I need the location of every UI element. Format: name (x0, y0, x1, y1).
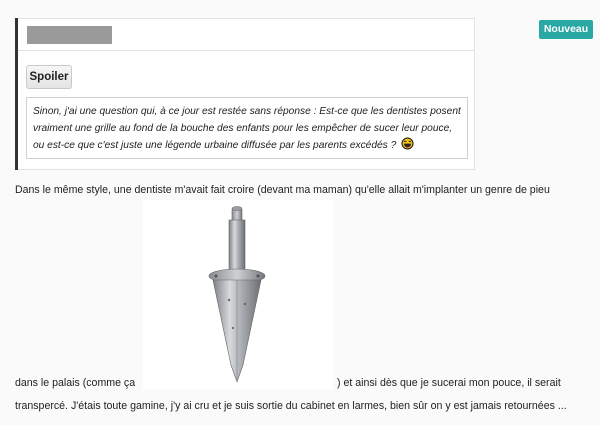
redacted-author-name (27, 26, 112, 44)
quote-body (18, 51, 475, 170)
quote-header (18, 18, 475, 51)
post-text-line: transpercé. J'étais toute gamine, j'y ai cru et je suis sortie du cabinet en larmes, bien sûr on y est jamais retournées ... (15, 400, 567, 412)
post-text-line: dans le palais (comme ça (15, 377, 136, 389)
post-text-line: ) et ainsi dès que je sucerai mon pouce, il serait (337, 377, 561, 389)
quote-block (15, 18, 475, 170)
laughing-emoji-icon (401, 137, 414, 150)
new-badge: Nouveau (539, 20, 593, 39)
spoiler-text: Sinon, j'ai une question qui, à ce jour est restée sans réponse : Est-ce que les dentistes posent vraiment une grille au fond de la bouche des enfants pour les empêcher de sucer leur pouce, ou est-ce que c'est juste une légende urbaine diffusée par les parents excédés ? (33, 106, 461, 151)
spoiler-content (26, 97, 468, 159)
post-text-line: Dans le même style, une dentiste m'avait fait croire (devant ma maman) qu'elle allait m'implanter un genre de pieu (15, 184, 550, 196)
metal-stake-image (143, 200, 333, 390)
spoiler-button[interactable]: Spoiler (26, 65, 72, 89)
